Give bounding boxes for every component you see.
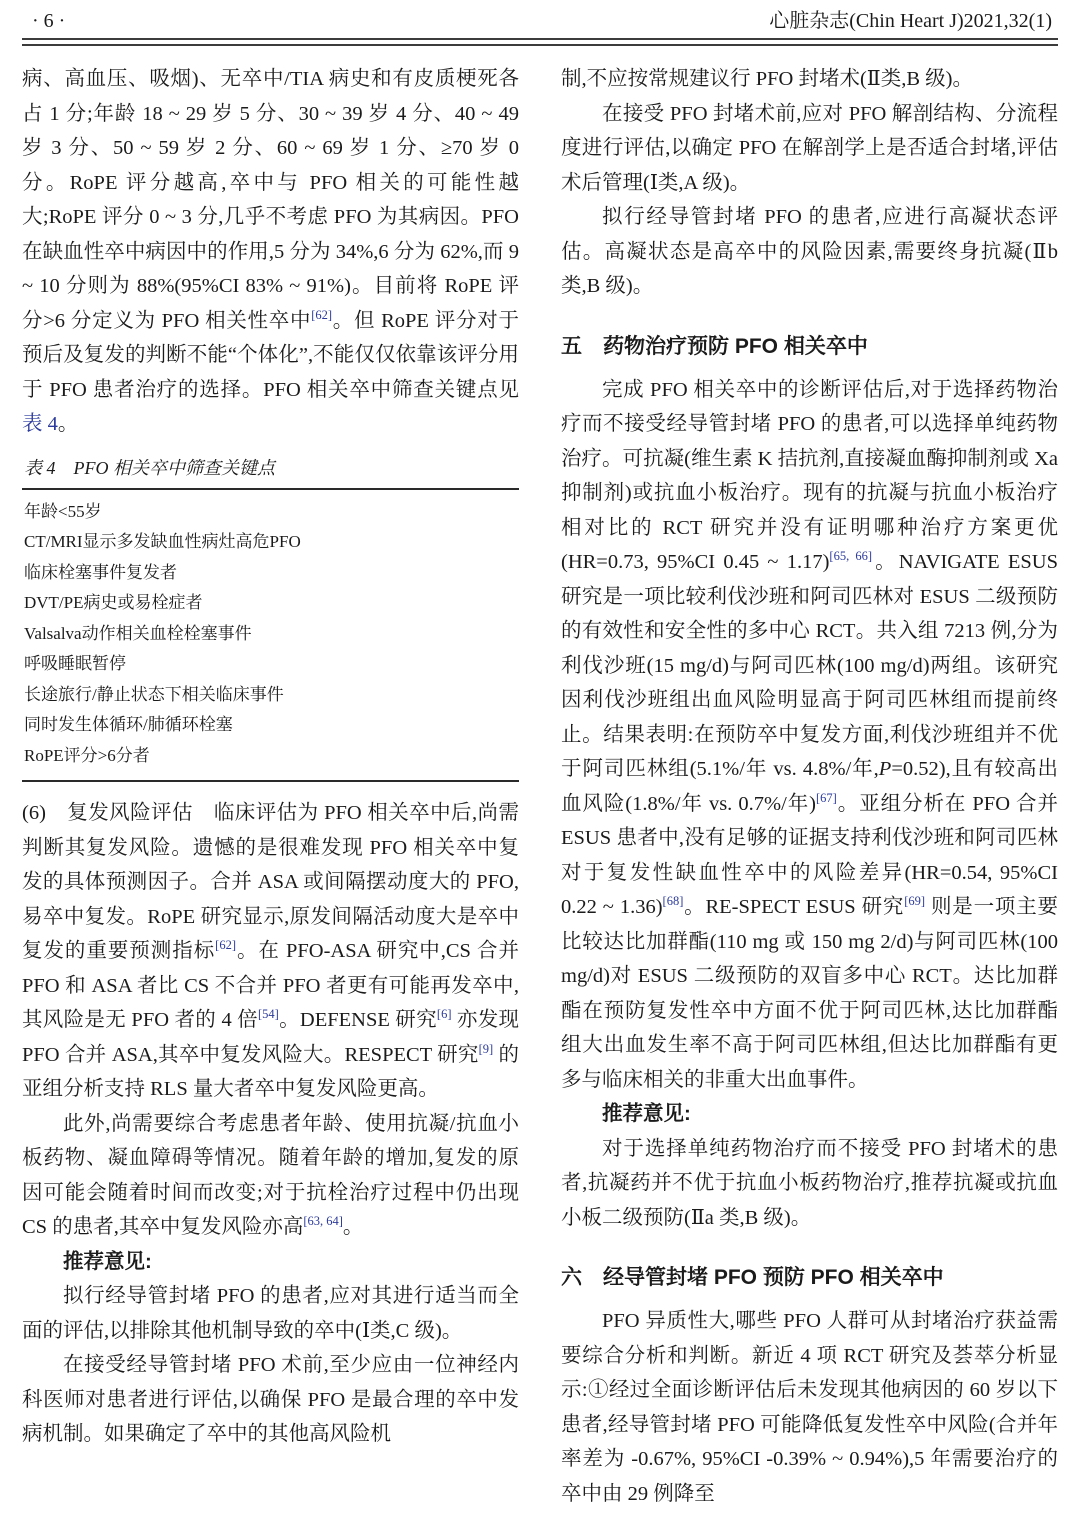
page-header: [22, 8, 1058, 38]
text-run: 六 经导管封堵 PFO 预防 PFO 相关卒中: [561, 1266, 944, 1289]
table-row: RoPE评分>6分者: [24, 745, 150, 765]
text-run: 亦发现 PFO 合并 ASA,其卒中复发风险大。RESPECT 研究: [22, 1009, 520, 1066]
paragraph: [561, 200, 1058, 304]
reference-superscript[interactable]: [63, 64]: [303, 1214, 343, 1229]
text-run: 完成 PFO 相关卒中的诊断评估后,对于选择药物治疗而不接受经导管封堵 PFO 的患者,可以选择单纯药物治疗。可抗凝(维生素 K 拮抗剂,直接凝血酶抑制剂或 Xa 抑制剂)或抗血小板治疗。现有的抗凝与抗血小板治疗相对比的 RCT 研究并没有证明哪种治疗方案更优(HR=0.73, 95%CI 0.45 ~ 1.17): [561, 378, 1058, 573]
text-run: 。: [342, 1216, 364, 1238]
section-heading: [561, 1261, 1058, 1295]
left-column: [22, 62, 519, 1511]
text-run: 的亚组分析支持 RLS 量大者卒中复发风险更高。: [22, 1043, 519, 1100]
text-run: 此外,尚需要综合考虑患者年龄、使用抗凝/抗血小板药物、凝血障碍等情况。随着年龄的增加,复发的原因可能会随着时间而改变;对于抗栓治疗过程中仍出现 CS 的患者,其卒中复发风险亦高: [22, 1112, 519, 1238]
italic-variable: P: [878, 758, 892, 780]
table-row: 年龄<55岁: [24, 501, 102, 521]
text-run: 拟行经导管封堵 PFO 的患者,应对其进行适当而全面的评估,以排除其他机制导致的卒中(Ⅰ类,C 级)。: [22, 1285, 519, 1342]
reference-superscript[interactable]: [65, 66]: [829, 549, 873, 564]
table-4-body: [22, 488, 519, 783]
page-number: · 6 ·: [32, 10, 66, 32]
text-run: =0.52),且有较高出血风险(1.8%/年 vs. 0.7%/年): [561, 758, 1058, 815]
reference-superscript[interactable]: [67]: [815, 790, 837, 805]
paragraph: [22, 62, 519, 442]
paragraph: [561, 1304, 1058, 1511]
text-run: 。RE-SPECT ESUS 研究: [683, 896, 905, 918]
text-run: 。亚组分析在 PFO 合并 ESUS 患者中,没有足够的证据支持利伐沙班和阿司匹林对于复发性缺血性卒中的风险差异(HR=0.54, 95%CI 0.22 ~ 1.36): [561, 792, 1058, 918]
reference-superscript[interactable]: [69]: [904, 894, 926, 909]
text-run: 五 药物治疗预防 PFO 相关卒中: [561, 334, 868, 358]
paragraph: [561, 97, 1058, 201]
text-run: (6) 复发风险评估 临床评估为 PFO 相关卒中后,尚需判断其复发风险。遗憾的是很难发现 PFO 相关卒中复发的具体预测因子。合并 ASA 或间隔摆动度大的 PFO,易卒中复发。RoPE 研究显示,原发间隔活动度大是卒中复发的重要预测指标: [22, 802, 519, 962]
paragraph: [22, 1348, 519, 1452]
table-4-title: 表 4 PFO 相关卒中筛查关键点: [24, 457, 275, 478]
text-run: 在接受 PFO 封堵术前,应对 PFO 解剖结构、分流程度进行评估,以确定 PFO 在解剖学上是否适合封堵,评估术后管理(Ⅰ类,A 级)。: [561, 102, 1058, 194]
recommendation-label: [561, 1097, 1058, 1132]
table-row: 呼吸睡眠暂停: [24, 654, 126, 673]
reference-superscript[interactable]: [62]: [311, 307, 333, 322]
reference-superscript[interactable]: [62]: [215, 938, 236, 953]
text-run: 对于选择单纯药物治疗而不接受 PFO 封堵术的患者,抗凝药并不优于抗血小板药物治疗,推荐抗凝或抗血小板二级预防(Ⅱa 类,B 级)。: [561, 1137, 1058, 1229]
text-run: 则是一项主要比较达比加群酯(110 mg 或 150 mg 2/d)与阿司匹林(100 mg/d)对 ESUS 二级预防的双盲多中心 RCT。达比加群酯在预防复发性卒中方面不优于阿司匹林,达比加群酯组大出血发生率不高于阿司匹林组,但达比加群酯有更多与临床相关的非重大出血事件。: [561, 896, 1059, 1091]
paragraph: [22, 1279, 519, 1348]
table-row: CT/MRI显示多发缺血性病灶高危PFO: [24, 532, 301, 551]
reference-superscript[interactable]: [68]: [662, 894, 684, 909]
right-column: [561, 62, 1058, 1511]
table-row: 临床栓塞事件复发者: [24, 562, 177, 582]
journal-title: 心脏杂志(Chin Heart J)2021,32(1): [769, 10, 1052, 32]
table-row: Valsalva动作相关血栓栓塞事件: [24, 623, 252, 643]
table-row: 同时发生体循环/肺循环栓塞: [24, 715, 233, 734]
paragraph: [22, 796, 519, 1107]
table-4: [22, 454, 519, 783]
paragraph: [22, 1107, 519, 1245]
text-run: PFO 异质性大,哪些 PFO 人群可从封堵治疗获益需要综合分析和判断。新近 4 项 RCT 研究及荟萃分析显示:①经过全面诊断评估后未发现其他病因的 60 岁以下患者,经导管封堵 PFO 可能降低复发性卒中风险(合并年率差为 -0.67%, 95%CI -0.39% ~ 0.94%),5 年需要治疗的卒中由 29 例降至: [561, 1310, 1058, 1505]
two-column-body: [22, 62, 1058, 1511]
header-rule: [22, 38, 1058, 46]
text-run: 。DEFENSE 研究: [278, 1009, 437, 1031]
text-run: 制,不应按常规建议行 PFO 封堵术(Ⅱ类,B 级)。: [561, 68, 973, 90]
text-run: 拟行经导管封堵 PFO 的患者,应进行高凝状态评估。高凝状态是高卒中的风险因素,需要终身抗凝(Ⅱb 类,B 级)。: [561, 206, 1058, 297]
text-run: 推荐意见:: [63, 1249, 152, 1273]
text-run: 。但 RoPE 评分对于预后及复发的判断不能“个体化”,不能仅仅依靠该评分用于 PFO 患者治疗的选择。PFO 相关卒中筛查关键点见: [22, 309, 519, 401]
text-run: 在接受经导管封堵 PFO 术前,至少应由一位神经内科医师对患者进行评估,以确保 PFO 是最合理的卒中发病机制。如果确定了卒中的其他高风险机: [22, 1354, 519, 1445]
text-run: 。在 PFO-ASA 研究中,CS 合并 PFO 和 ASA 者比 CS 不合并 PFO 者更有可能再发卒中,其风险是无 PFO 者的 4 倍: [22, 940, 520, 1031]
text-run: 。NAVIGATE ESUS 研究是一项比较利伐沙班和阿司匹林对 ESUS 二级预防的有效性和安全性的多中心 RCT。共入组 7213 例,分为利伐沙班(15 mg/d)与阿司匹林(100 mg/d)两组。该研究因利伐沙班组出血风险明显高于阿司匹林组而提前终止。结果表明:在预防卒中复发方面,利伐沙班组并不优于阿司匹林组(5.1%/年 vs. 4.8%/年,: [561, 551, 1059, 780]
paragraph: [561, 1132, 1058, 1236]
table-row: 长途旅行/静止状态下相关临床事件: [24, 684, 284, 704]
section-heading: [561, 330, 1058, 364]
text-run: 病、高血压、吸烟)、无卒中/TIA 病史和有皮质梗死各占 1 分;年龄 18 ~ 29 岁 5 分、30 ~ 39 岁 4 分、40 ~ 49 岁 3 分、50 ~ 59 岁 2 分、60 ~ 69 岁 1 分、≥70 岁 0 分。RoPE 评分越高,卒中与 PFO 相关的可能性越大;RoPE 评分 0 ~ 3 分,几乎不考虑 PFO 为其病因。PFO 在缺血性卒中病因中的作用,5 分为 34%,6 分为 62%,而 9 ~ 10 分则为 88%(95%CI 83% ~ 91%)。目前将 RoPE 评分>6 分定义为 PFO 相关性卒中: [22, 68, 519, 332]
paragraph: [561, 373, 1058, 1098]
reference-superscript[interactable]: [9]: [478, 1041, 494, 1056]
reference-superscript[interactable]: [54]: [257, 1007, 279, 1022]
paragraph: [561, 62, 1058, 97]
text-run: 推荐意见:: [602, 1102, 691, 1125]
reference-superscript[interactable]: [6]: [436, 1007, 452, 1022]
text-run: 。: [57, 413, 79, 435]
recommendation-label: [22, 1245, 519, 1280]
table-row: DVT/PE病史或易栓症者: [24, 593, 203, 612]
table-crossref-link[interactable]: 表 4: [22, 413, 58, 435]
